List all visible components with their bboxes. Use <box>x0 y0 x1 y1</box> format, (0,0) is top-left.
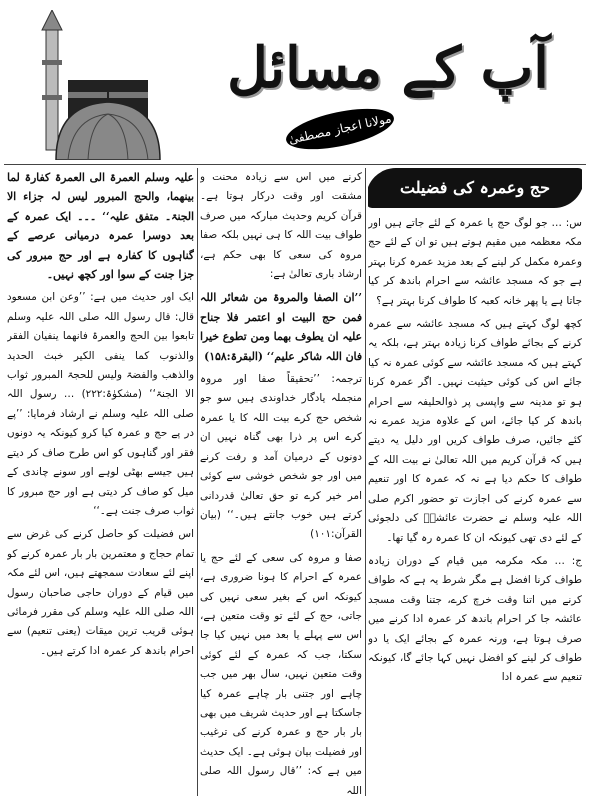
hadith-paragraph: علیہ وسلم العمرۃ الی العمرۃ کفارۃ لما بینھما، والحج المبرور لیس لہ جزاء الا الجنۃ۔ متفق علیہ‘‘ ۔۔۔ ایک عمرہ کے بعد دوسرا عمرہ درمیانی عرصے کے گناہوں کا کفارہ ہے اور حج مبرور کی جزا جنت کے سوا اور کچھ نہیں۔ <box>7 171 194 282</box>
question-paragraph-continued: کچھ لوگ کہتے ہیں کہ مسجد عائشہ سے عمرہ کرنے کے بجائے طواف کرنا زیادہ بہتر ہے، بلکہ یہ کہتے ہیں کہ مسجد عائشہ سے کوئی عمرہ نہ کیا جائے اس کی کوئی حیثیت نہیں۔ اگر عمرہ کرنا ہو تو مدینہ سے واپسی پر ذوالحلیفہ سے احرام باندھ کر کیا جائے، اس کے علاوہ مزید عمرے نہ کئے جائیں، صرف طواف کریں اور دلیل یہ دیتے ہیں کہ قرآن کریم میں اللہ تعالیٰ نے بیت اللہ کے طواف کا حکم دیا ہے نہ کہ عمرہ کا اور تنعیم سے عمرہ کرنے کی اجازت تو حضور اکرم صلی اللہ علیہ وسلم نے حضرت عائشہؓ کی دلجوئی کے لئے دی تھی کیونکہ ان کا عمرہ رہ گیا تھا۔ <box>368 318 582 544</box>
column-divider <box>365 168 366 796</box>
column-middle <box>200 168 362 796</box>
body-paragraph: اس فضیلت کو حاصل کرنے کی غرض سے تمام حجاج و معتمرین بار بار عمرہ کرنے کو اپنے لئے سعادت سمجھتے ہیں، اس لئے مکہ میں قیام کے دوران حاجی صاحبان رسول اللہ صلی اللہ علیہ وسلم کی مقرر فرمائی ہوئی قریب ترین میقات (یعنی تنعیم) سے احرام باندھ کر عمرہ ادا کرتے ہیں۔ <box>7 528 194 657</box>
body-paragraph: صفا و مروہ کی سعی کے لئے حج یا عمرہ کے احرام کا ہونا ضروری ہے، کیونکہ اس کے بغیر سعی نہیں کی جاتی، حج کے لئے تو وقت متعین ہے، اس سے پہلے یا بعد میں نہیں کیا جا سکتا، جب کہ عمرہ کے لئے کوئی وقت متعین نہیں، سال بھر میں جب چاہے اور جتنی بار چاہے عمرہ کیا جاسکتا ہے اور حدیث شریف میں بھی بار بار حج و عمرہ کرنے کی ترغیب اور فضیلت بیان ہوئی ہے۔ ایک حدیث میں ہے کہ: ’’قال رسول اللہ صلی اللہ <box>200 551 362 796</box>
hadith-paragraph: ایک اور حدیث میں ہے: ’’وعن ابن مسعود قال: قال رسول اللہ صلی اللہ علیہ وسلم تابعوا بین الحج والعمرۃ فانھما ینفیان الفقر والذنوب کما ینفی الکیر خبث الحدید والذھب والفضۃ ولیس للحجۃ المبرور ثواب الا الجنۃ‘‘ (مشکوٰۃ:۲۲۲) … رسول اللہ صلی اللہ علیہ وسلم نے ارشاد فرمایا: ’’پے در پے حج و عمرہ کیا کرو کیونکہ یہ دونوں فقر اور گناہوں کو اس طرح صاف کر دیتے ہیں جیسے بھٹی لوہے اور سونے چاندی کے میل کو صاف کر دیتی ہے اور حج مبرور کا ثواب صرف جنت ہے۔‘‘ <box>7 291 194 517</box>
header-divider <box>4 164 586 165</box>
topic-heading: حج وعمرہ کی فضیلت <box>368 168 582 208</box>
column-divider <box>197 168 198 796</box>
column-left <box>7 168 194 796</box>
answer-paragraph: ج: … مکہ مکرمہ میں قیام کے دوران زیادہ طواف کرنا افضل ہے مگر شرط یہ ہے کہ طواف کرنے میں اتنا وقت خرچ کرے، جتنا وقت مسجد عائشہ جا کر احرام باندھ کر عمرہ ادا کرنے میں صرف ہوتا ہے، ورنہ عمرہ کے بجائے ایک یا دو طواف کر لینے کو افضل نہیں کہا جائے گا، کیونکہ تنعیم سے عمرہ ادا <box>368 554 582 684</box>
body-paragraph: کرنے میں اس سے زیادہ محنت و مشقت اور وقت درکار ہوتا ہے۔ قرآن کریم وحدیث مبارکہ میں صرف طواف بیت اللہ کا ہی نہیں بلکہ صفا مروہ کی سعی کا بھی حکم ہے، ارشاد باری تعالیٰ ہے: <box>200 171 362 281</box>
page-header <box>0 0 590 160</box>
quran-verse: ’’ان الصفا والمروۃ من شعائر اللہ فمن حج البیت او اعتمر فلا جناح علیہ ان یطوف بھما ومن تطوع خیرا فان اللہ شاکر علیم‘‘ (البقرۃ:۱۵۸) <box>200 291 362 363</box>
page-title: آپ کے مسائل <box>227 35 549 101</box>
author-badge: مولانا اعجاز مصطفیٰ <box>283 101 398 157</box>
column-right <box>368 168 582 796</box>
mosque-illustration-icon <box>28 10 168 160</box>
translation-paragraph: ترجمہ: ’’تحقیقاً صفا اور مروہ منجملہ یادگار خداوندی ہیں سو جو شخص حج کرے بیت اللہ کا یا عمرہ کرے اس پر ذرا بھی گناہ نہیں ان دونوں کے درمیان آمد و رفت کرنے میں اور جو شخص خوشی سے کوئی امر خیر کرے تو حق تعالیٰ قدردانی کرتے ہیں خوب جانتے ہیں۔‘‘ (بیان القرآن:۱۰۱) <box>200 373 362 541</box>
question-paragraph: س: … جو لوگ حج یا عمرہ کے لئے جاتے ہیں اور مکہ معظمہ میں مقیم ہوتے ہیں تو ان کے لئے حج وعمرہ مکمل کر لینے کے بعد مزید عمرہ کرنا بہتر ہے جو کہ مسجد عائشہ سے احرام باندھ کر کیا جاتا ہے یا پھر خانہ کعبہ کا طواف کرنا بہتر ہے؟ <box>368 217 582 307</box>
